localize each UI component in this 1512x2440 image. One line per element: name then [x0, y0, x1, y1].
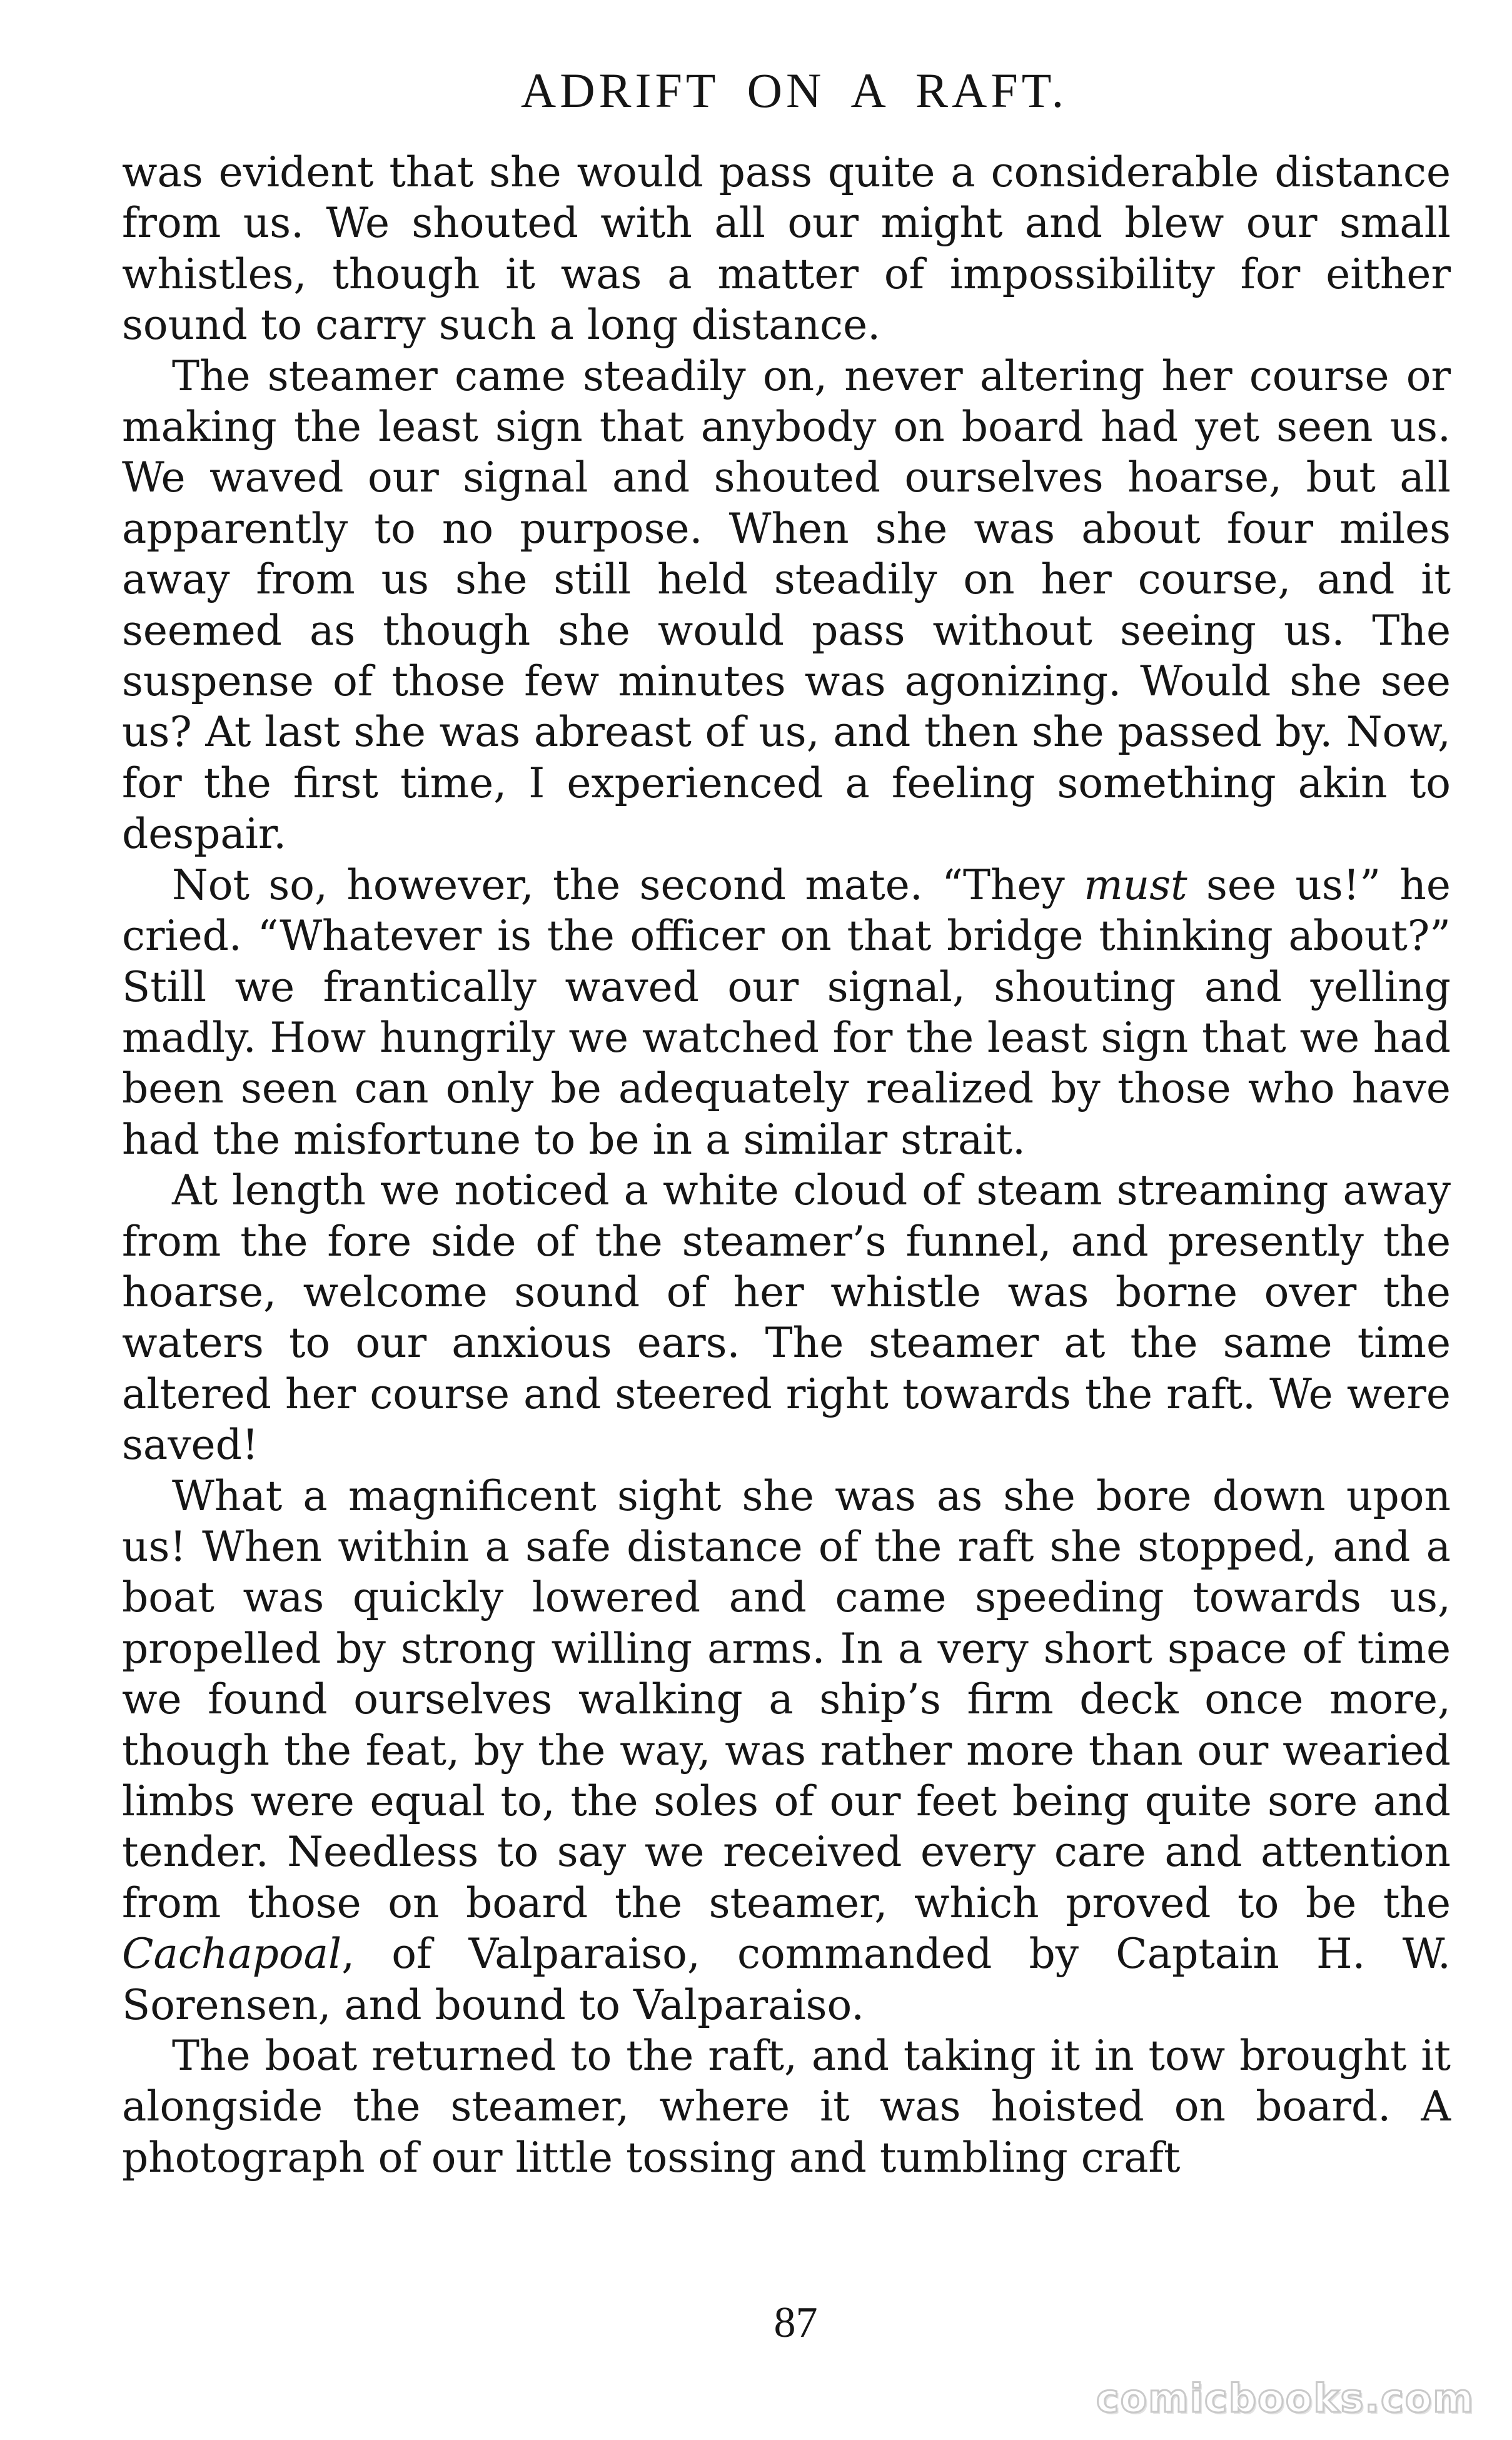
paragraph — [122, 1165, 1451, 1470]
text-run: What a magnificent sight she was as she bore down upon us! When within a safe distance of the raft she stopped, and a boat was quickly lowered and came speeding towards us, propelled by strong willing arms. In a very short space of time we found ourselves walking a ship’s firm deck once more, though the feat, by the way, was rather more than our wearied limbs were equal to, the soles of our feet being quite sore and tender. Needless to say we received every care and attention from those on board the steamer, which proved to be the — [122, 1471, 1451, 1927]
body-text — [122, 147, 1451, 2183]
paragraph — [122, 147, 1451, 351]
italic-emphasis: must — [1084, 860, 1187, 909]
book-page — [122, 59, 1451, 2386]
paragraph — [122, 2030, 1451, 2183]
page-number: 87 — [774, 2299, 818, 2347]
watermark: comicbooks.com — [1096, 2376, 1474, 2421]
text-run: was evident that she would pass quite a considerable distance from us. We shouted with all our might and blew our small whistles, though it was a matter of impossibility for either sound to carry such a long distance. — [122, 148, 1451, 350]
paragraph — [122, 351, 1451, 860]
text-run: At length we noticed a white cloud of steam streaming away from the fore side of the steamer’s funnel, and presently the hoarse, welcome sound of her whistle was borne over the waters to our anxious ears. The steamer at the same time altered her course and steered right towards the raft. We were saved! — [122, 1166, 1451, 1470]
paragraph — [122, 860, 1451, 1165]
paragraph — [122, 1471, 1451, 2030]
text-run: Not so, however, the second mate. “They — [172, 860, 1084, 909]
running-head: ADRIFT ON A RAFT. — [520, 63, 1068, 118]
text-run: see us!” he cried. “Whatever is the officer on that bridge thinking about?” Still we frantically waved our signal, shouting and yelling madly. How hungrily we watched for the least sign that we had been seen can only be adequately realized by those who have had the misfortune to be in a similar strait. — [122, 860, 1451, 1164]
text-run: The boat returned to the raft, and taking it in tow brought it alongside the steamer, where it was hoisted on board. A photograph of our little tossing and tumbling craft — [122, 2032, 1451, 2182]
text-run: The steamer came steadily on, never altering her course or making the least sign that anybody on board had yet seen us. We waved our signal and shouted ourselves hoarse, but all apparently to no purpose. When she was about four miles away from us she still held steadily on her course, and it seemed as though she would pass without seeing us. The suspense of those few minutes was agonizing. Would she see us? At last she was abreast of us, and then she passed by. Now, for the first time, I experienced a feeling something akin to despair. — [122, 351, 1451, 859]
text-run: , of Valparaiso, commanded by Captain H. W. Sorensen, and bound to Valparaiso. — [122, 1930, 1451, 2029]
ship-name: Cachapoal — [122, 1930, 342, 1979]
